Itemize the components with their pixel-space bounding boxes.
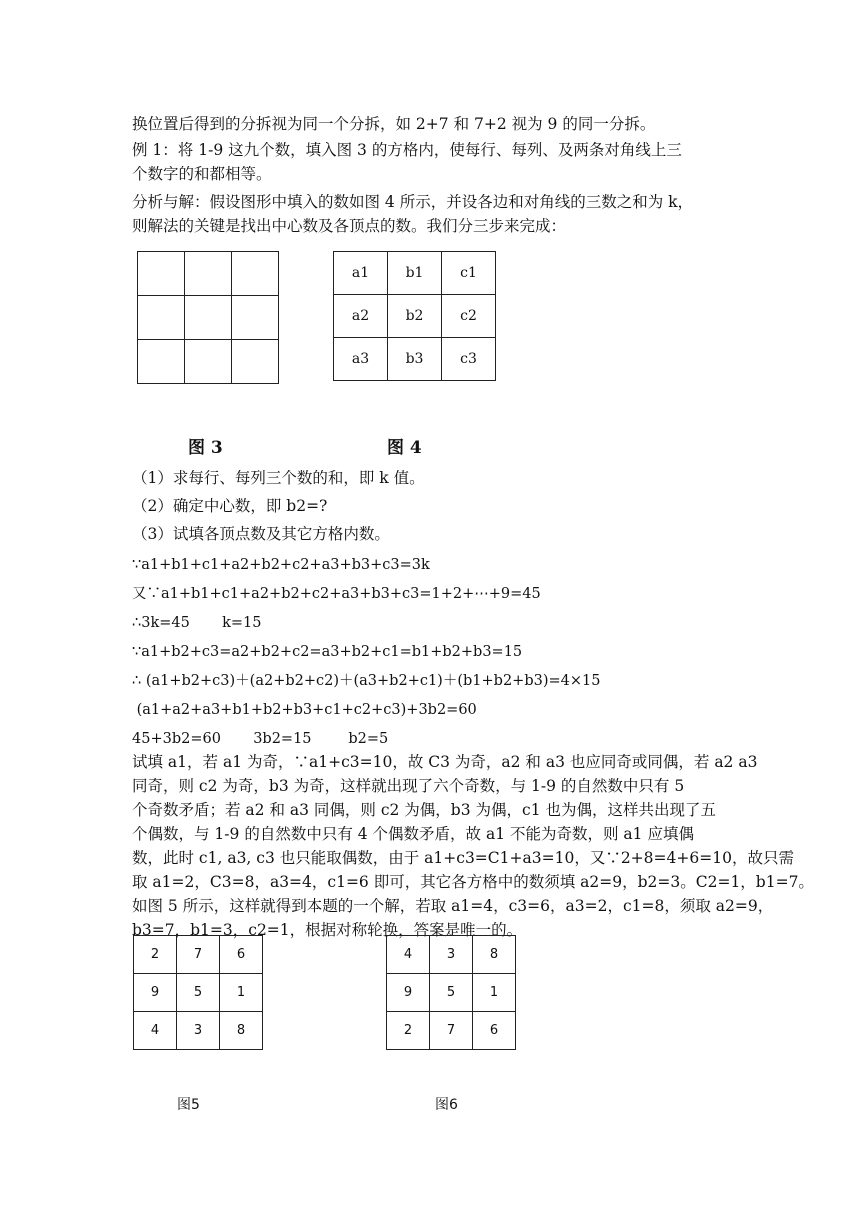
equation-6: (a1+a2+a3+b1+b2+b3+c1+c2+c3)+3b2=60 [132, 702, 477, 718]
figure-6-grid [386, 935, 516, 1050]
step-1: （1）求每行、每列三个数的和，即 k 值。 [132, 469, 425, 487]
grid-cell-c1 [442, 252, 496, 295]
equation-4: ∵a1+b2+c3=a2+b2+c2=a3+b2+c1=b1+b2+b3=15 [132, 644, 523, 660]
equation-7: 45+3b2=60 3b2=15 b2=5 [132, 731, 389, 747]
paragraph-line-1: 试填 a1，若 a1 为奇，∵a1+c3=10，故 C3 为奇，a2 和 a3 也应同奇或同偶，若 a2 a3 [132, 753, 758, 771]
grid-cell: 6 [220, 936, 263, 974]
figure-5-grid [133, 935, 263, 1050]
grid-cell: 3 [430, 936, 473, 974]
text-line-1: 换位置后得到的分拆视为同一个分拆，如 2+7 和 7+2 视为 9 的同一分拆。 [132, 115, 656, 133]
grid-cell-a3 [334, 338, 388, 381]
grid-cell: 8 [473, 936, 516, 974]
text-line-3: 个数字的和都相等。 [132, 165, 272, 183]
grid-cell: 3 [177, 1012, 220, 1050]
grid-cell [232, 340, 279, 384]
paragraph-line-3: 个奇数矛盾；若 a2 和 a3 同偶，则 c2 为偶，b3 为偶，c1 也为偶，这样共出现了五 [132, 801, 716, 819]
figure-4-grid [333, 251, 496, 381]
paragraph-line-6: 取 a1=2，C3=8，a3=4，c1=6 即可，其它各方格中的数须填 a2=9，b2=3。C2=1，b1=7。 [132, 873, 814, 891]
paragraph-line-7: 如图 5 所示，这样就得到本题的一个解，若取 a1=4，c3=6，a3=2，c1=8，须取 a2=9， [132, 897, 774, 915]
cell-label: a1 [351, 265, 370, 281]
figure-4-caption: 图 4 [387, 438, 422, 458]
figure-3-caption: 图 3 [188, 438, 223, 458]
cell-label: c2 [460, 308, 477, 324]
cell-label: c1 [460, 265, 477, 281]
grid-cell-c2 [442, 295, 496, 338]
step-2: （2）确定中心数，即 b2=? [132, 497, 328, 515]
figure-6-caption: 图6 [435, 1097, 458, 1113]
text-line-5: 则解法的关键是找出中心数及各顶点的数。我们分三步来完成： [132, 217, 567, 235]
grid-cell-a2 [334, 295, 388, 338]
grid-cell: 1 [473, 974, 516, 1012]
cell-label: b1 [405, 265, 424, 281]
grid-cell [138, 340, 185, 384]
grid-cell-b3 [388, 338, 442, 381]
grid-cell-b2 [388, 295, 442, 338]
grid-cell-b1 [388, 252, 442, 295]
paragraph-line-2: 同奇，则 c2 为奇，b3 为奇，这样就出现了六个奇数，与 1-9 的自然数中只有 5 [132, 777, 685, 795]
grid-cell [138, 296, 185, 340]
grid-cell: 8 [220, 1012, 263, 1050]
grid-cell: 9 [134, 974, 177, 1012]
grid-cell: 4 [134, 1012, 177, 1050]
grid-cell [185, 296, 232, 340]
grid-cell [232, 252, 279, 296]
paragraph-line-8: b3=7，b1=3，c2=1，根据对称轮换，答案是唯一的。 [132, 921, 523, 939]
figure-3-grid [137, 251, 279, 384]
cell-label: c3 [460, 351, 477, 367]
cell-label: b2 [405, 308, 424, 324]
equation-5: ∴ (a1+b2+c3)＋(a2+b2+c2)＋(a3+b2+c1)＋(b1+b2+b3)=4×15 [132, 673, 601, 689]
cell-label: b3 [405, 351, 424, 367]
grid-cell: 2 [134, 936, 177, 974]
grid-cell: 2 [387, 1012, 430, 1050]
equation-1: ∵a1+b1+c1+a2+b2+c2+a3+b3+c3=3k [132, 557, 430, 573]
equation-3: ∴3k=45 k=15 [132, 615, 262, 631]
grid-cell: 4 [387, 936, 430, 974]
grid-cell: 5 [430, 974, 473, 1012]
grid-cell: 6 [473, 1012, 516, 1050]
equation-2: 又∵a1+b1+c1+a2+b2+c2+a3+b3+c3=1+2+⋯+9=45 [132, 586, 541, 602]
grid-cell: 7 [177, 936, 220, 974]
grid-cell-a1 [334, 252, 388, 295]
text-line-2: 例 1：将 1-9 这九个数，填入图 3 的方格内，使每行、每列、及两条对角线上三 [132, 141, 682, 159]
figure-5-caption: 图5 [177, 1097, 200, 1113]
paragraph-line-4: 个偶数，与 1-9 的自然数中只有 4 个偶数矛盾，故 a1 不能为奇数，则 a1 应填偶 [132, 825, 694, 843]
grid-cell: 7 [430, 1012, 473, 1050]
grid-cell [138, 252, 185, 296]
cell-label: a2 [351, 308, 370, 324]
grid-cell: 1 [220, 974, 263, 1012]
grid-cell [185, 252, 232, 296]
text-line-4: 分析与解：假设图形中填入的数如图 4 所示，并设各边和对角线的三数之和为 k， [132, 193, 694, 211]
grid-cell: 9 [387, 974, 430, 1012]
grid-cell: 5 [177, 974, 220, 1012]
grid-cell [185, 340, 232, 384]
grid-cell-c3 [442, 338, 496, 381]
grid-cell [232, 296, 279, 340]
cell-label: a3 [351, 351, 370, 367]
paragraph-line-5: 数，此时 c1, a3, c3 也只能取偶数，由于 a1+c3=C1+a3=10，又∵2+8=4+6=10，故只需 [132, 849, 794, 867]
step-3: （3）试填各顶点数及其它方格内数。 [132, 525, 390, 543]
